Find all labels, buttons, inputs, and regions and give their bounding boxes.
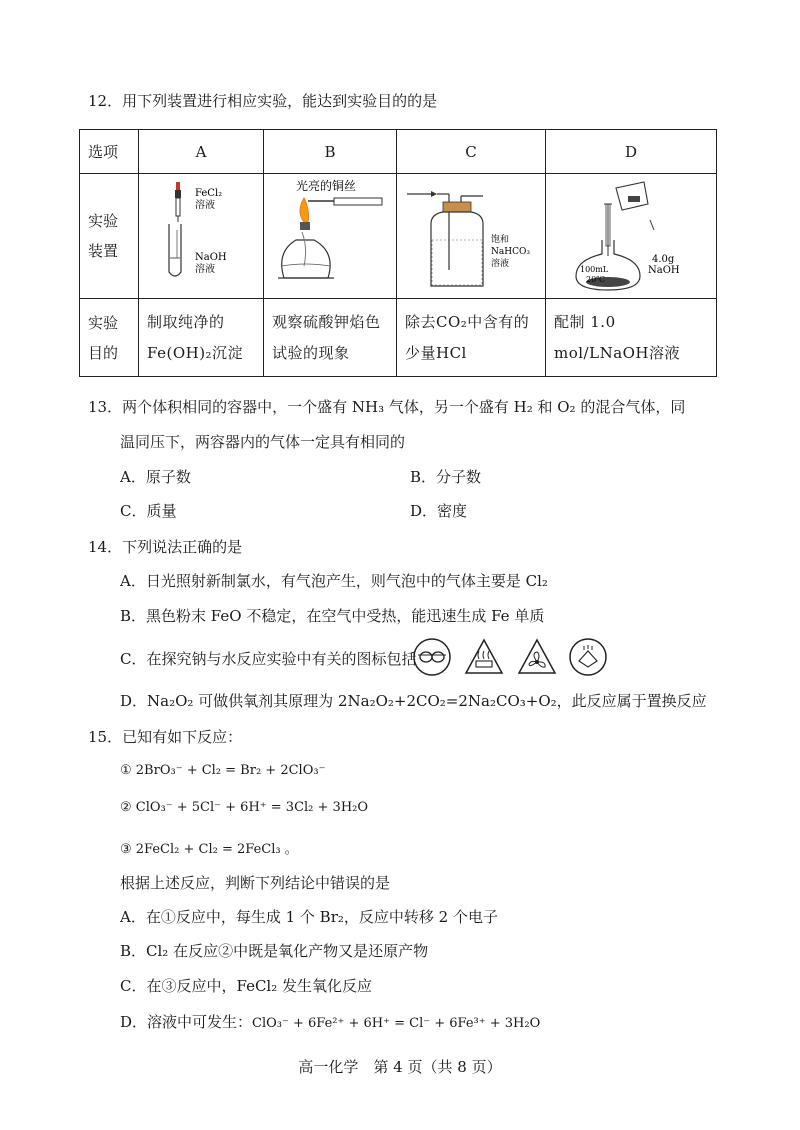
svg-text:溶液: 溶液 xyxy=(195,264,215,275)
q13-option-a: A．原子数 xyxy=(120,468,191,486)
q15-option-d-prefix: D．溶液中可发生： xyxy=(120,1013,253,1031)
q13-option-c: C．质量 xyxy=(120,502,177,520)
volumetric-flask-diagram xyxy=(546,174,717,298)
purpose-d: 配制 1.0 mol/LNaOH溶液 xyxy=(546,299,717,377)
purpose-row xyxy=(80,299,717,377)
q15-reaction-3: ③ 2FeCl₂ + Cl₂ = 2FeCl₃ 。 xyxy=(120,842,298,857)
q14-option-d: D．Na₂O₂ 可做供氧剂其原理为 2Na₂O₂+2CO₂=2Na₂CO₃+O₂，此反应属于置换反应 xyxy=(120,692,707,710)
hand-wash-icon xyxy=(568,637,608,677)
svg-text:溶液: 溶液 xyxy=(491,259,510,269)
q13-option-d: D．密度 xyxy=(410,502,468,520)
exhaust-fan-icon xyxy=(516,637,558,677)
apparatus-row xyxy=(80,174,717,299)
q15-stem: 15．已知有如下反应： xyxy=(88,728,243,746)
apparatus-b xyxy=(264,174,397,299)
q14-option-c: C．在探究钠与水反应实验中有关的图标包括 xyxy=(120,650,417,668)
q15-option-c: C．在③反应中，FeCl₂ 发生氧化反应 xyxy=(120,977,372,995)
svg-text:NaHCO₃: NaHCO₃ xyxy=(491,247,530,257)
q12-stem: 12．用下列装置进行相应实验，能达到实验目的的是 xyxy=(88,92,438,110)
svg-text:NaOH: NaOH xyxy=(648,265,680,276)
svg-text:NaOH: NaOH xyxy=(195,252,227,263)
svg-text:饱和: 饱和 xyxy=(491,235,510,245)
q15-option-d xyxy=(120,1011,540,1032)
svg-text:光亮的铜丝: 光亮的铜丝 xyxy=(296,179,357,193)
option-c-header: C xyxy=(397,130,546,174)
q13-stem-line1: 13．两个体积相同的容器中，一个盛有 NH₃ 气体，另一个盛有 H₂ 和 O₂ 的混合气体，同 xyxy=(88,398,686,416)
option-d-header: D xyxy=(546,130,717,174)
q15-reaction-1: ① 2BrO₃⁻ + Cl₂ = Br₂ + 2ClO₃⁻ xyxy=(120,763,326,778)
purpose-a: 制取纯净的Fe(OH)₂沉淀 xyxy=(139,299,264,377)
svg-text:20℃: 20℃ xyxy=(586,275,606,284)
purpose-row-label: 实验 目的 xyxy=(80,299,139,377)
q13-option-b: B．分子数 xyxy=(410,468,482,486)
q15-reaction-2: ② ClO₃⁻ + 5Cl⁻ + 6H⁺ = 3Cl₂ + 3H₂O xyxy=(120,800,369,815)
goggles-icon xyxy=(412,637,452,677)
svg-text:100mL: 100mL xyxy=(580,265,609,274)
dropper-testtube-diagram xyxy=(139,174,264,298)
header-label: 选项 xyxy=(80,130,139,174)
option-b-header: B xyxy=(264,130,397,174)
purpose-c: 除去CO₂中含有的少量HCl xyxy=(397,299,546,377)
experiment-table xyxy=(79,129,717,377)
option-a-header: A xyxy=(139,130,264,174)
safety-icon-row xyxy=(412,637,614,677)
svg-text:4.0g: 4.0g xyxy=(652,254,675,265)
alcohol-lamp-diagram xyxy=(264,174,397,298)
q15-option-d-equation: ClO₃⁻ + 6Fe²⁺ + 6H⁺ = Cl⁻ + 6Fe³⁺ + 3H₂O xyxy=(252,1016,541,1031)
q15-option-a: A．在①反应中，每生成 1 个 Br₂，反应中转移 2 个电子 xyxy=(120,908,498,926)
apparatus-a xyxy=(139,174,264,299)
page-footer: 高一化学 第 4 页（共 8 页） xyxy=(298,1058,502,1076)
q13-stem-line2: 温同压下，两容器内的气体一定具有相同的 xyxy=(120,433,406,451)
apparatus-d xyxy=(546,174,717,299)
q15-prompt: 根据上述反应，判断下列结论中错误的是 xyxy=(120,874,391,892)
table-header-row xyxy=(80,130,717,174)
purpose-b: 观察硫酸钾焰色试验的现象 xyxy=(264,299,397,377)
q14-option-a: A．日光照射新制氯水，有气泡产生，则气泡中的气体主要是 Cl₂ xyxy=(120,572,548,590)
q15-option-b: B．Cl₂ 在反应②中既是氧化产物又是还原产物 xyxy=(120,942,429,960)
hot-object-icon xyxy=(463,637,505,677)
q14-stem: 14．下列说法正确的是 xyxy=(88,538,243,556)
apparatus-row-label: 实验 装置 xyxy=(80,174,139,299)
svg-text:溶液: 溶液 xyxy=(195,200,215,211)
washing-bottle-diagram xyxy=(397,174,546,298)
svg-text:FeCl₂: FeCl₂ xyxy=(195,188,223,199)
apparatus-c xyxy=(397,174,546,299)
q14-option-b: B．黑色粉末 FeO 不稳定，在空气中受热，能迅速生成 Fe 单质 xyxy=(120,607,545,625)
